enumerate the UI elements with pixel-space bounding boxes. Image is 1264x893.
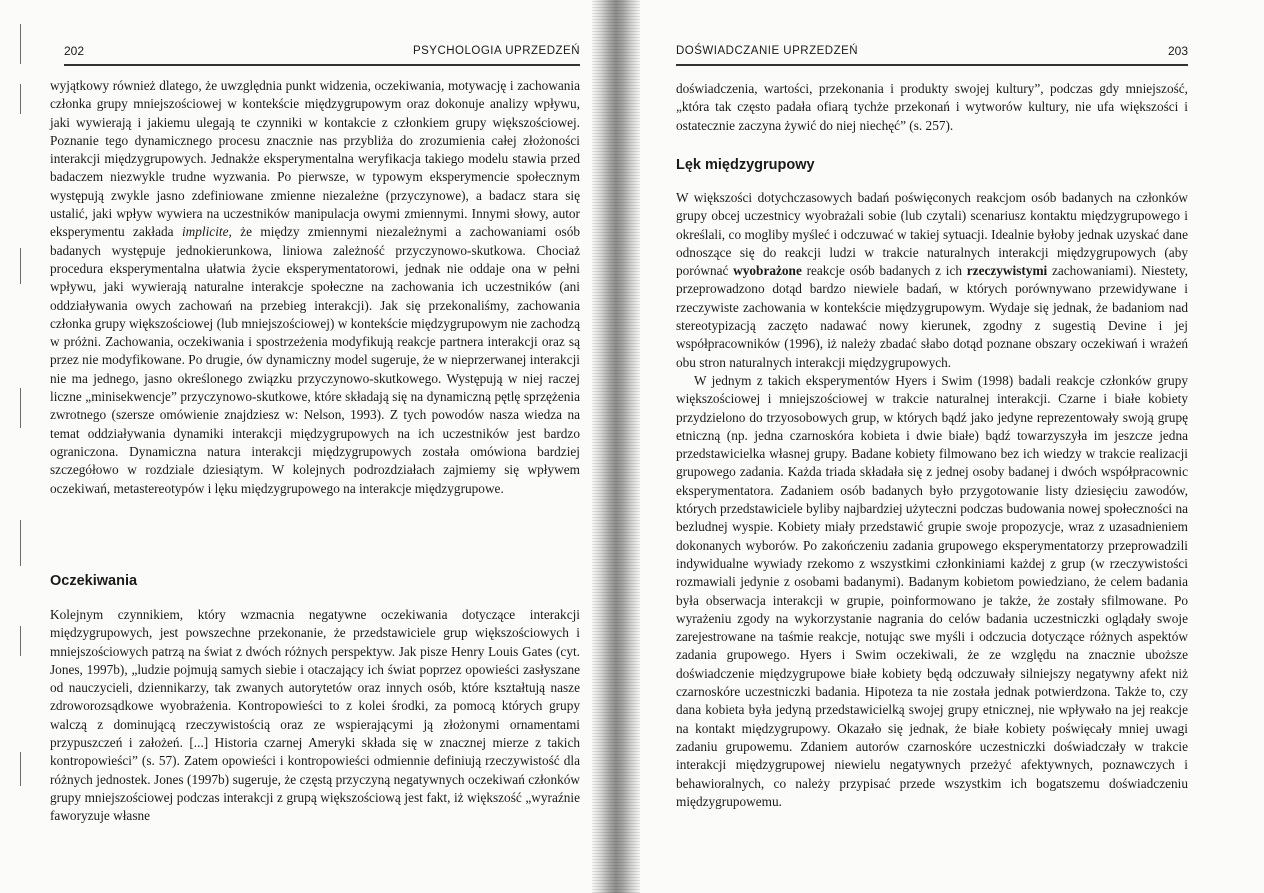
section-heading-lek-miedzygrupowy: Lęk międzygrupowy: [676, 157, 815, 173]
right-body: [676, 189, 1188, 811]
left-header-rule: [64, 64, 580, 66]
section-heading-oczekiwania: Oczekiwania: [50, 573, 138, 589]
left-running-head: [64, 44, 580, 60]
right-paragraph-1: doświadczenia, wartości, przekonania i produkty swojej kultury”, podczas gdy mniejszość, „która tak często padała ofiarą tychże przekonań i wytworów kultury, nie ufa większości i ostatecznie zaczyna żywić do niej niechęć” (s. 257).: [676, 81, 1188, 133]
left-running-title: PSYCHOLOGIA UPRZEDZEŃ: [412, 45, 580, 57]
italic-term: implicite: [181, 224, 229, 240]
left-paragraph-2: Kolejnym czynnikiem, który wzmacnia negatywne oczekiwania dotyczące interakcji międzygrupowych, jest powszechne przekonanie, że przedstawiciele grup większościowych i mniejszościowych patrzą na świat z dwóch różnych perspektyw. Jak pisze Henry Louis Gates (cyt. Jones, 1997b), „ludzie pojmują samych siebie i otaczający ich świat poprzez opowieści zasłyszane od nauczycieli, dziennikarzy, tak zwanych autorytetów oraz innych osób, które kształtują nasze zdroworozsądkowe wyobrażenia. Kontropowieści to z kolei środki, za pomocą których grupy walczą z dominującą rzeczywistością oraz ze wspierającymi ją złożonymi ornamentami przypuszczeń i założeń. [...] Historia czarnej Ameryki składa się w znacznej mierze z takich kontropowieści” (s. 57). Zatem opowieści i kontropowieści odmiennie definiują rzeczywistość dla różnych jednostek. Jones (1997b) sugeruje, że częstą przyczyną negatywnych oczekiwań członków grupy mniejszościowej podczas interakcji z grupą większościową jest fakt, iż większość „wyraźnie faworyzuje własne: [50, 607, 580, 824]
scan-edge-mark: [20, 24, 21, 64]
right-running-head: [676, 44, 1188, 60]
bold-term: rzeczywistymi: [966, 263, 1048, 279]
scan-edge-mark: [20, 520, 21, 566]
scan-edge-mark: [20, 84, 21, 114]
right-page-number: 203: [1167, 44, 1188, 58]
scan-edge-mark: [20, 248, 21, 284]
right-header-rule: [676, 64, 1188, 66]
book-gutter: [592, 0, 640, 893]
scan-edge-mark: [20, 626, 21, 656]
gutter-texture: [592, 0, 640, 893]
right-paragraph-3: W jednym z takich eksperymentów Hyers i Swim (1998) badali reakcje członków grupy większościowej i mniejszościowej w trakcie naturalnej interakcji. Czarne i białe kobiety przydzielono do trzyosobowych grup, w których bądź jako jedyne reprezentowały swoją grupę etniczną (np. jedna czarnoskóra kobieta i dwie białe) bądź towarzyszyła im jeszcze jedna przedstawicielka własnej grupy. Badane kobiety filmowano bez ich wiedzy w trakcie realizacji grupowego zadania. Każda triada składała się z jednej osoby badanej i dwóch współpracownic eksperymentatora. Zadaniem osób badanych było przygotowanie listy dziesięciu zawodów, których przedstawiciele byliby najbardziej użyteczni podczas budowania nowej społeczności na bezludnej wyspie. Kobiety miały przedstawić grupie swoje propozycje, wraz z uzasadnieniem dokonanych wyborów. Po zakończeniu zadania grupowego eksperymentatorzy przeprowadzili indywidualne wywiady rzekomo z wszystkimi członkiniami każdej z grup (w rzeczywistości rozmawiali jedynie z osobami badanymi). Badanym kobietom powiedziano, że celem badania była obserwacja interakcji w grupie, poinformowano je także, że zostały sfilmowane. Po wyrażeniu zgody na wykorzystanie nagrania do celów badania uczestniczki oglądały swoje zarejestrowane na taśmie reakcje, notując swe myśli i odczucia dotyczące różnych aspektów zadania grupowego. Hyers i Swim oczekiwali, że ze względu na znacznie uboższe doświadczenie międzygrupowe białe kobiety będą odczuwały silniejszy negatywny afekt niż czarnoskóre uczestniczki badania. Hipoteza ta nie została jednak potwierdzona. Także to, czy dana kobieta była jedyną przedstawicielką swojej grupy etnicznej, nie wpływało na jej reakcje na kontakt międzygrupowy. Okazało się jednak, że białe kobiety poświęcały mniej uwagi zadaniu grupowemu. Zdaniem autorów czarnoskóre uczestniczki doświadczały w trakcie interakcji międzygrupowej niewielu negatywnych przeżyć afektywnych, poznawczych i behawioralnych, co należy przypisać przede wszystkim ich bogatszemu doświadczeniu międzygrupowemu.: [676, 372, 1188, 809]
scan-edge-mark: [20, 752, 21, 786]
scan-edge-mark: [20, 388, 21, 428]
left-page-number: 202: [64, 44, 85, 58]
bold-term: wyobrażone: [733, 263, 802, 279]
right-running-title: DOŚWIADCZANIE UPRZEDZEŃ: [676, 45, 859, 57]
right-paragraph-2: W większości dotychczasowych badań poświęconych reakcjom osób badanych na członków grupy obcej uczestnicy wyobrażali sobie (lub czytali) scenariusz kontaktu międzygrupowego i określali, co mogliby myśleć i odczuwać w takiej sytuacji. Idealnie byłoby jednak uzyskać dane odnoszące się do reakcji ludzi w trakcie naturalnych interakcji międzygrupowych (aby porównać wyobrażone reakcje osób badanych z ich rzeczywistymi zachowaniami). Niestety, przeprowadzono dotąd bardzo niewiele badań, w których porównywano przewidywane i rzeczywiste zachowania w kontekście międzygrupowym. Wydaje się jednak, że badaniom nad stereotypizacją zaczęto nadawać nowy kierunek, zgodny z sugestią Devine i jej współpracowników (1996), iż należy zbadać słabo dotąd poznane obszary oczekiwań i wrażeń obu stron naturalnych interakcji międzygrupowych.: [676, 190, 1188, 370]
left-paragraph-1: wyjątkowy również dlatego, że uwzględnia punkt widzenia, oczekiwania, motywację i zachowania członka grupy mniejszościowej w kontekście międzygrupowym oraz dokonuje analizy wpływu, jaki wywierają i jakiemu ulegają te czynniki w kontakcie z członkiem grupy większościowej. Poznanie tego dynamicznego procesu znacznie nas przybliża do zrozumienia całej złożoności interakcji międzygrupowych. Jednakże eksperymentalna weryfikacja takiego modelu stawia przed badaczem niezwykle trudne wyzwania. Po pierwsze, w typowym eksperymencie społecznym występują zwykle jasno zdefiniowane zmienne niezależne (przyczynowe), a badacz stara się ustalić, jaki wpływ wywiera na uczestników manipulacja owymi zmiennymi. Innymi słowy, autor eksperymentu zakłada implicite, że między zmiennymi niezależnymi a zachowaniami osób badanych występuje jednokierunkowa, liniowa zależność przyczynowo-skutkowa. Chociaż procedura eksperymentalna ułatwia życie eksperymentatorowi, jednak nie oddaje ona w pełni wpływu, jaki wywierają naturalne interakcje społeczne na zachowania ich uczestników (ani oddziaływania owych zachowań na przebieg interakcji). Jak się przekonaliśmy, zachowania członka grupy większościowej (lub mniejszościowej) w kontekście międzygrupowym nie zachodzą w próżni. Zachowania, oczekiwania i spostrzeżenia modyfikują reakcje partnera interakcji oraz są przez nie modyfikowane. Po drugie, ów dynamiczny model sugeruje, że w nieprzerwanej interakcji nie ma jednego, jasno określonego związku przyczynowo-skutkowego. Występują w niej raczej liczne „minisekwencje” przyczynowo-skutkowe, które składają się na dynamiczną pętlę sprzężenia zwrotnego (szersze omówienie znajdziesz w: Nelson, 1993). Z tych powodów nasza wiedza na temat oddziaływania dynamiki interakcji międzygrupowych na ich uczestników jest bardzo ograniczona. Dynamiczna natura interakcji międzygrupowych została omówiona bardziej szczegółowo w rozdziale dziesiątym. W kolejnych podrozdziałach zajmiemy się wpływem oczekiwań, metastereotypów i lęku międzygrupowego na interakcje międzygrupowe.: [50, 78, 580, 496]
